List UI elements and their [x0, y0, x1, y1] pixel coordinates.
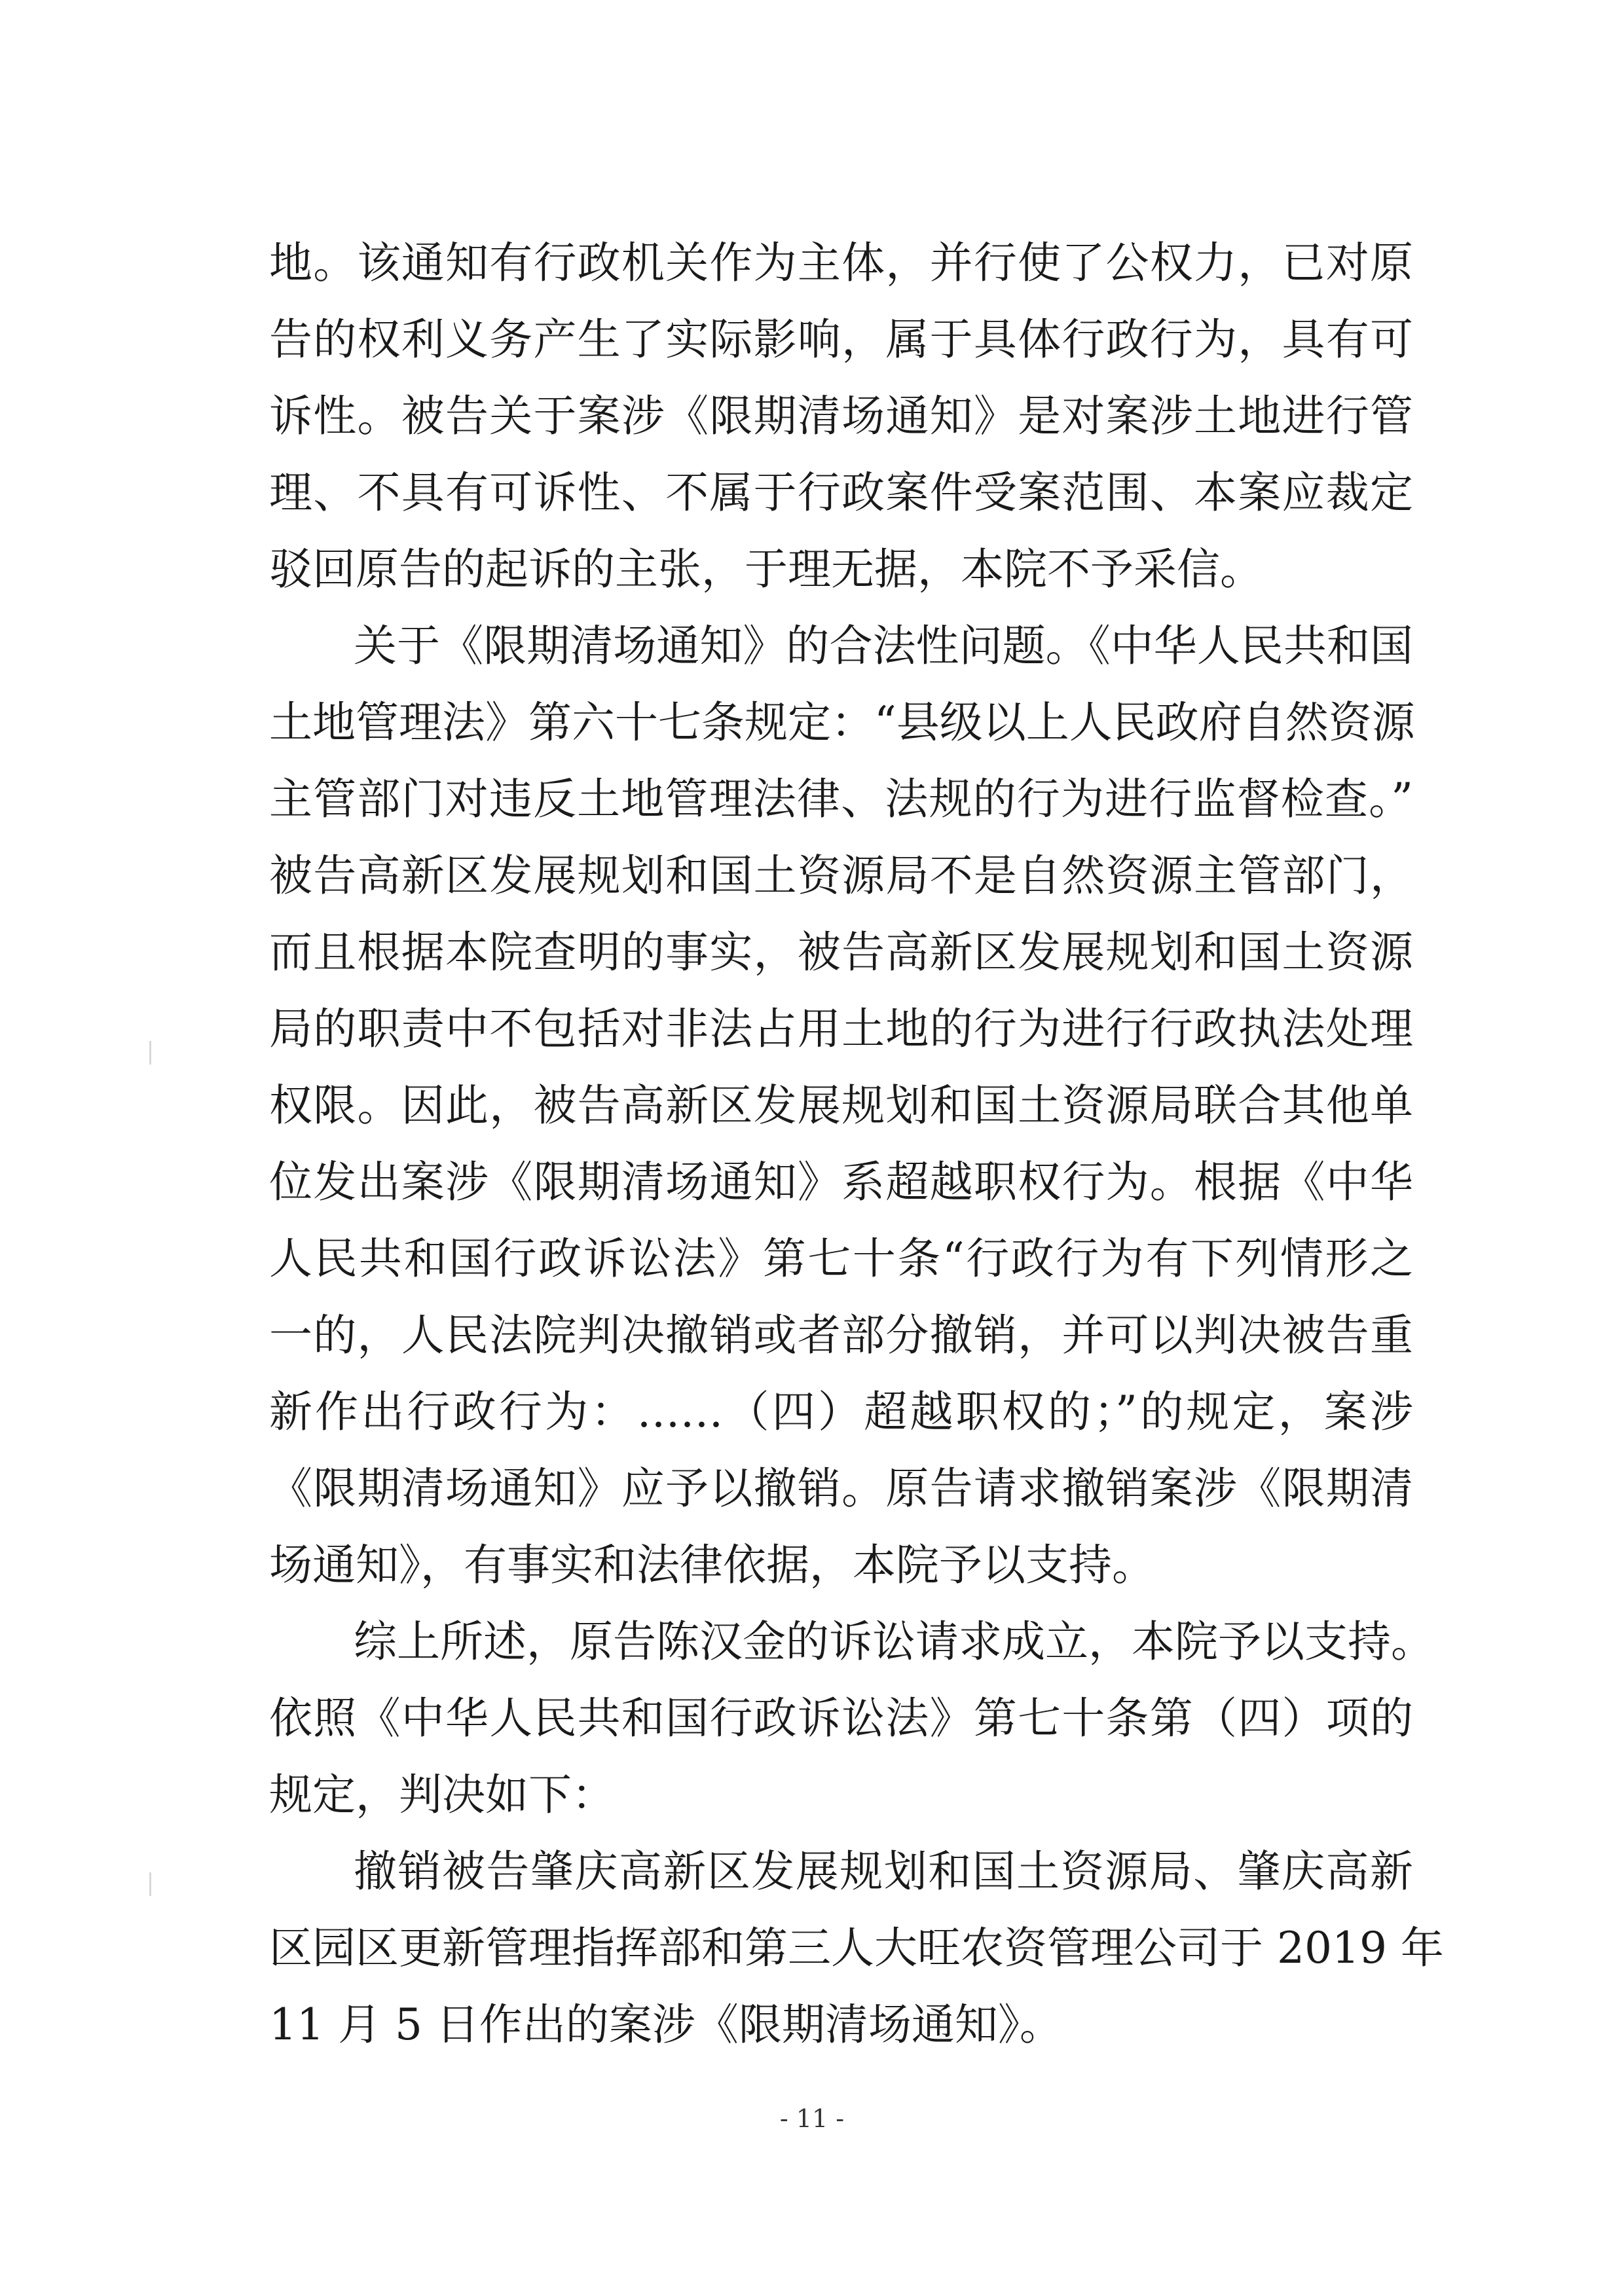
- text-line: 一的，人民法院判决撤销或者部分撤销，并可以判决被告重: [269, 1310, 1413, 1360]
- text-line: 驳回原告的起诉的主张，于理无据，本院不予采信。: [269, 544, 1263, 594]
- text-line: 土地管理法》第六十七条规定：“县级以上人民政府自然资源: [269, 697, 1415, 748]
- text-line: 局的职责中不包括对非法占用土地的行为进行行政执法处理: [269, 1004, 1413, 1054]
- text-line: 场通知》，有事实和法律依据，本院予以支持。: [269, 1540, 1155, 1590]
- paragraph-first-line: 撤销被告肇庆高新区发展规划和国土资源局、肇庆高新: [354, 1846, 1413, 1897]
- text-line: 新作出行政行为：……（四）超越职权的；”的规定，案涉: [269, 1387, 1413, 1437]
- scan-artifact: [149, 1872, 151, 1896]
- text-line: 理、不具有可诉性、不属于行政案件受案范围、本案应裁定: [269, 467, 1413, 518]
- text-line: 而且根据本院查明的事实，被告高新区发展规划和国土资源: [269, 927, 1413, 977]
- text-line: 权限。因此，被告高新区发展规划和国土资源局联合其他单: [269, 1080, 1413, 1131]
- text-line: 区园区更新管理指挥部和第三人大旺农资管理公司于 2019 年: [269, 1923, 1444, 1973]
- text-line: 被告高新区发展规划和国土资源局不是自然资源主管部门，: [269, 850, 1413, 901]
- text-line: 依照《中华人民共和国行政诉讼法》第七十条第（四）项的: [269, 1693, 1413, 1743]
- text-line: 告的权利义务产生了实际影响，属于具体行政行为，具有可: [269, 314, 1413, 365]
- text-line: 11 月 5 日作出的案涉《限期清场通知》。: [269, 1999, 1063, 2050]
- scan-artifact: [149, 1041, 151, 1065]
- text-line: 《限期清场通知》应予以撤销。原告请求撤销案涉《限期清: [269, 1463, 1413, 1514]
- page-number: - 11 -: [779, 2104, 845, 2133]
- text-line: 地。该通知有行政机关作为主体，并行使了公权力，已对原: [269, 238, 1413, 288]
- text-line: 规定，判决如下：: [269, 1770, 615, 1820]
- paragraph-first-line: 关于《限期清场通知》的合法性问题。《中华人民共和国: [354, 621, 1413, 671]
- paragraph-first-line: 综上所述，原告陈汉金的诉讼请求成立，本院予以支持。: [354, 1616, 1434, 1667]
- text-line: 主管部门对违反土地管理法律、法规的行为进行监督检查。”: [269, 774, 1413, 824]
- text-line: 位发出案涉《限期清场通知》系超越职权行为。根据《中华: [269, 1157, 1413, 1207]
- text-line: 人民共和国行政诉讼法》第七十条“行政行为有下列情形之: [269, 1233, 1413, 1284]
- text-line: 诉性。被告关于案涉《限期清场通知》是对案涉土地进行管: [269, 391, 1413, 441]
